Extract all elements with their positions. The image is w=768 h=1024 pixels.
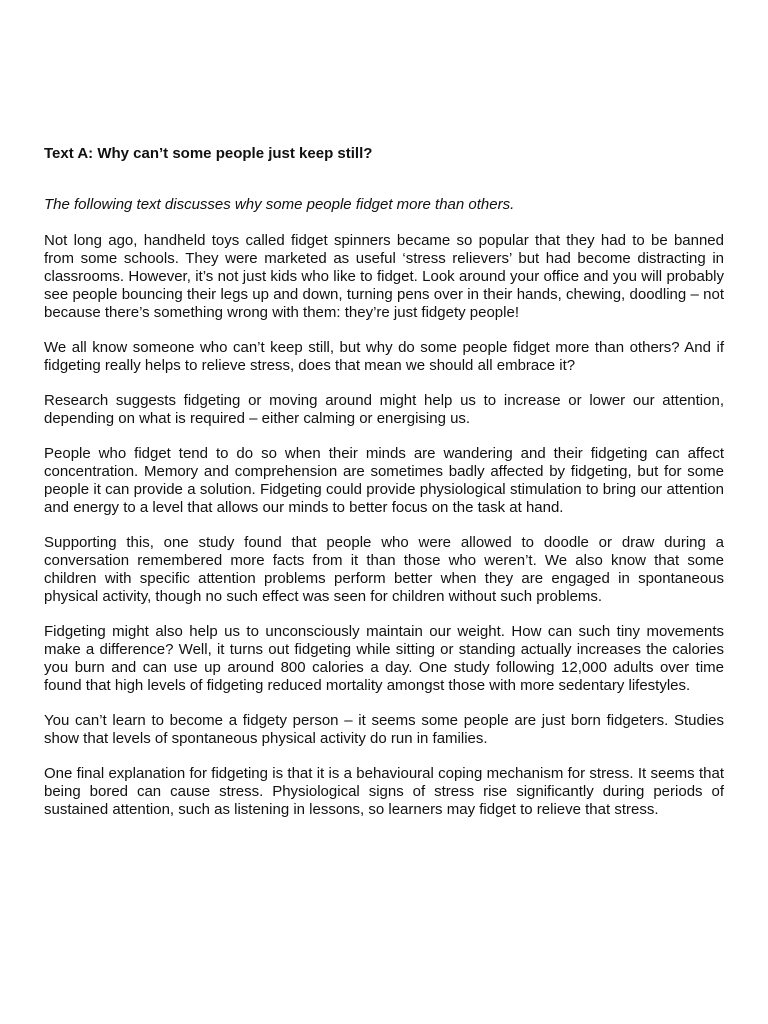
paragraph-5: Supporting this, one study found that people who were allowed to doodle or draw during a conversation remembered more facts from it than those who weren’t. We also know that some children with specific attention problems perform better when they are engaged in spontaneous physical activity, though no such effect was seen for children without such problems. (44, 534, 724, 605)
paragraph-2: We all know someone who can’t keep still, but why do some people fidget more than others? And if fidgeting really helps to relieve stress, does that mean we should all embrace it? (44, 339, 724, 374)
document-page (44, 145, 724, 836)
paragraph-7: You can’t learn to become a fidgety person – it seems some people are just born fidgeters. Studies show that levels of spontaneous physical activity do run in families. (44, 712, 724, 747)
document-title: Text A: Why can’t some people just keep still? (44, 145, 373, 162)
paragraph-6: Fidgeting might also help us to unconsciously maintain our weight. How can such tiny movements make a difference? Well, it turns out fidgeting while sitting or standing actually increases the calories you burn and can use up around 800 calories a day. One study following 12,000 adults over time found that high levels of fidgeting reduced mortality amongst those with more sedentary lifestyles. (44, 623, 724, 694)
paragraph-1: Not long ago, handheld toys called fidget spinners became so popular that they had to be banned from some schools. They were marketed as useful ‘stress relievers’ but had become distracting in classrooms. However, it’s not just kids who like to fidget. Look around your office and you will probably see people bouncing their legs up and down, turning pens over in their hands, chewing, doodling – not because there’s something wrong with them: they’re just fidgety people! (44, 232, 724, 321)
paragraph-4: People who fidget tend to do so when their minds are wandering and their fidgeting can affect concentration. Memory and comprehension are sometimes badly affected by fidgeting, but for some people it can provide a solution. Fidgeting could provide physiological stimulation to bring our attention and energy to a level that allows our minds to better focus on the task at hand. (44, 445, 724, 516)
paragraph-3: Research suggests fidgeting or moving around might help us to increase or lower our attention, depending on what is required – either calming or energising us. (44, 392, 724, 427)
document-intro: The following text discusses why some people fidget more than others. (44, 196, 515, 213)
paragraph-8: One final explanation for fidgeting is that it is a behavioural coping mechanism for stress. It seems that being bored can cause stress. Physiological signs of stress rise significantly during periods of sustained attention, such as listening in lessons, so learners may fidget to relieve that stress. (44, 765, 724, 818)
